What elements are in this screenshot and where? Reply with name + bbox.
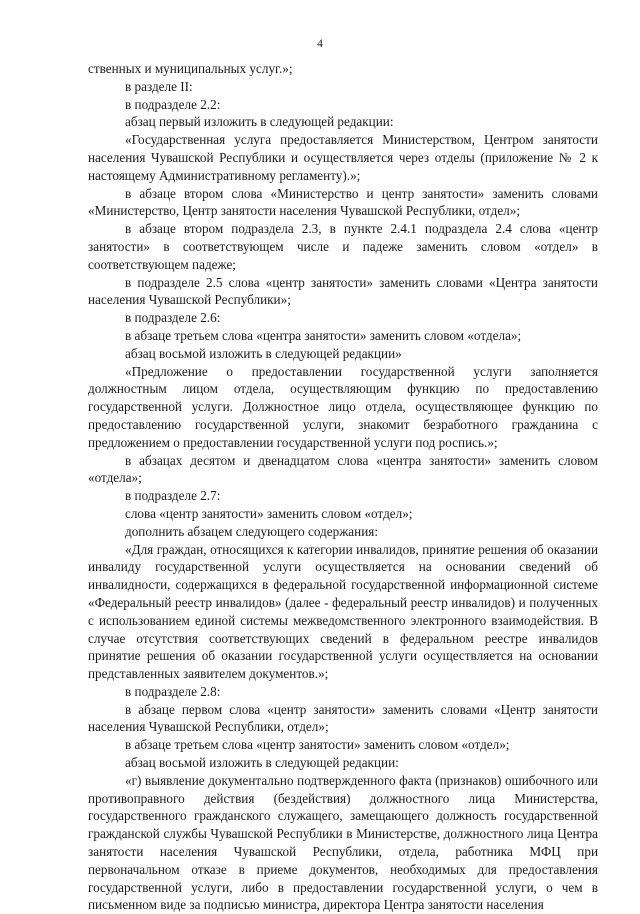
paragraph-7: в абзаце втором подраздела 2.3, в пункте 2.4.1 подраздела 2.4 слова «центр занятости» в соответствующем числе и падеже заменить словом «отдел» в соответствующем падеже; [88, 221, 598, 272]
paragraph-1: ственных и муниципальных услуг.»; [88, 61, 293, 76]
document-body [88, 60, 598, 914]
paragraph-12: «Предложение о предоставлении государственной услуги заполняется должностным лицом отдела, осуществляющим функцию по предоставлению государственной услуги. Должностное лицо отдела, осуществляющее функцию по предоставлению государственной услуги, знакомит безработного гражданина с предложением о предоставлении государственной услуги под роспись.»; [88, 363, 598, 450]
paragraph-15: слова «центр занятости» заменить словом «отдел»; [125, 505, 413, 521]
paragraph-9: в подразделе 2.6: [125, 310, 221, 326]
paragraph-8: в подразделе 2.5 слова «центр занятости» заменить словами «Центра занятости населения Чувашской Республики»; [88, 274, 598, 308]
paragraph-4: абзац первый изложить в следующей редакции: [125, 114, 394, 130]
paragraph-13: в абзацах десятом и двенадцатом слова «центра занятости» заменить словом «отдела»; [88, 452, 598, 486]
paragraph-11: абзац восьмой изложить в следующей редакции» [125, 345, 402, 361]
paragraph-10: в абзаце третьем слова «центра занятости» заменить словом «отдела»; [125, 327, 522, 343]
page-number: 4 [317, 38, 323, 50]
paragraph-6: в абзаце втором слова «Министерство и центр занятости» заменить словами «Министерство, Центр занятости населения Чувашской Республики, отдел»; [88, 185, 598, 219]
paragraph-2: в разделе II: [125, 78, 193, 94]
paragraph-19: в абзаце первом слова «центр занятости» заменить словами «Центр занятости населения Чувашской Республики, отдел»; [88, 701, 598, 735]
paragraph-18: в подразделе 2.8: [125, 683, 221, 699]
paragraph-20: в абзаце третьем слова «центр занятости» заменить словом «отдел»; [125, 737, 510, 753]
paragraph-21: абзац восьмой изложить в следующей редакции: [125, 755, 399, 771]
paragraph-3: в подразделе 2.2: [125, 96, 221, 112]
paragraph-17: «Для граждан, относящихся к категории инвалидов, принятие решения об оказании инвалиду государственной услуги осуществляется на основании сведений об инвалидности, содержащихся в федеральной государственной информационной системе «Федеральный реестр инвалидов» (далее - федеральный реестр инвалидов) и полученных с использованием единой системы межведомственного электронного взаимодействия. В случае отсутствия соответствующих сведений в федеральном реестре инвалидов принятие решения об оказании государственной услуги осуществляется на основании представленных заявителем документов.»; [88, 541, 598, 682]
paragraph-16: дополнить абзацем следующего содержания: [125, 523, 379, 539]
paragraph-14: в подразделе 2.7: [125, 488, 221, 504]
paragraph-22: «г) выявление документально подтвержденного факта (признаков) ошибочного или противоправного действия (бездействия) должностного лица Министерства, государственного гражданского служащего, замещающего должность государственной гражданской службы Чувашской Республики в Министерстве, должностного лица Центра занятости населения Чувашской Республики, отдела, работника МФЦ при первоначальном отказе в приеме документов, необходимых для предоставления государственной услуги, либо в предоставлении государственной услуги, о чем в письменном виде за подписью министра, директора Центра занятости населения [88, 772, 598, 913]
paragraph-5: «Государственная услуга предоставляется Министерством, Центром занятости населения Чувашской Республики и осуществляется через отделы (приложение № 2 к настоящему Административному регламенту).»; [88, 132, 598, 183]
